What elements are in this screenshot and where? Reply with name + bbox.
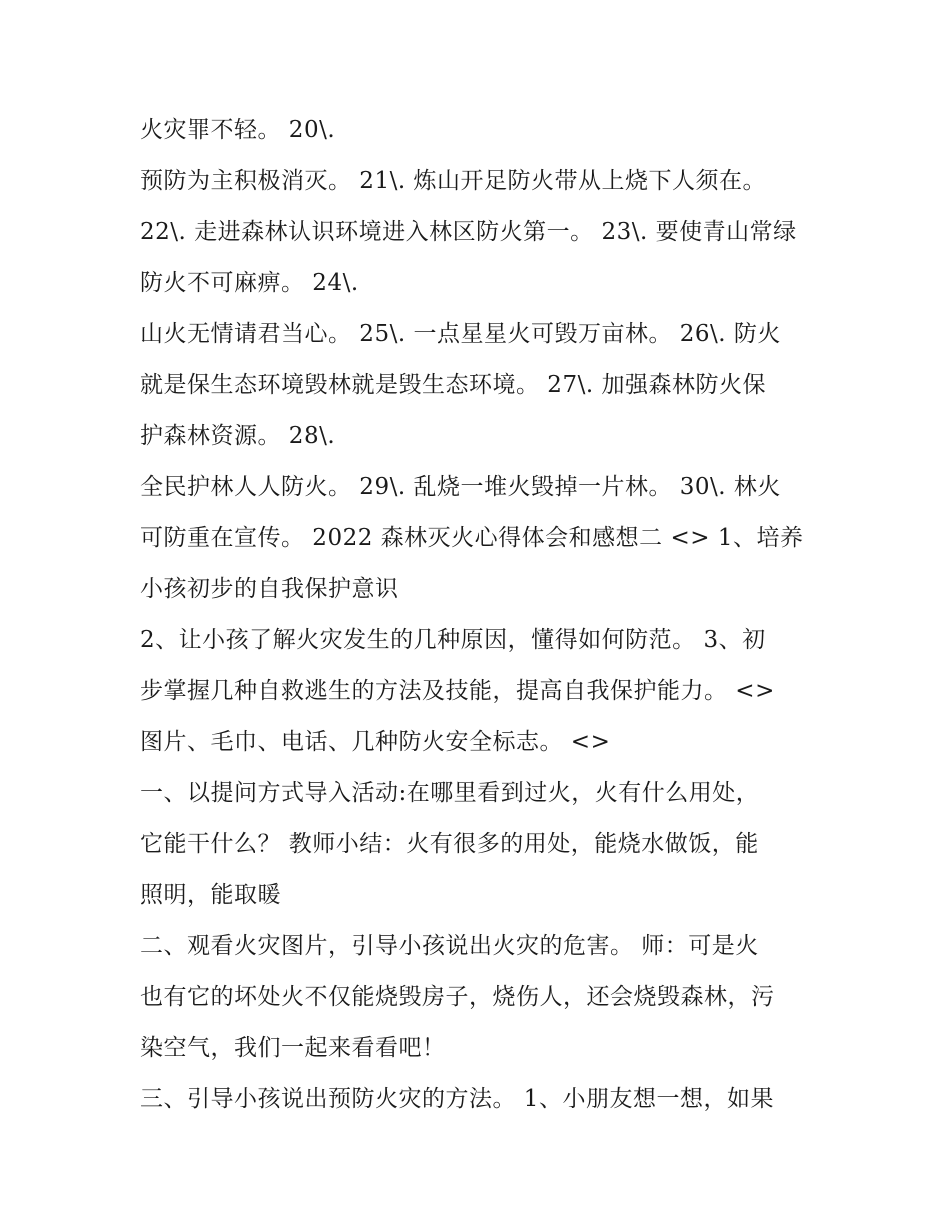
text-line: 山火无情请君当心。 25\. 一点星星火可毁万亩林。 26\. 防火 — [140, 321, 781, 347]
text-line: 预防为主积极消灭。 21\. 炼山开足防火带从上烧下人须在。 — [140, 168, 766, 194]
text-line: 防火不可麻痹。 24\. — [140, 270, 359, 296]
document-body — [140, 105, 830, 1125]
text-line: 照明，能取暖 — [140, 882, 281, 908]
text-line: 护森林资源。 28\. — [140, 423, 336, 449]
text-line: 全民护林人人防火。 29\. 乱烧一堆火毁掉一片林。 30\. 林火 — [140, 474, 781, 500]
text-line: 染空气，我们一起来看看吧！ — [140, 1035, 446, 1061]
text-line: 一、以提问方式导入活动:在哪里看到过火，火有什么用处， — [140, 780, 760, 806]
text-line: 三、引导小孩说出预防火灾的方法。 1、小朋友想一想，如果 — [140, 1086, 774, 1112]
text-line: 图片、毛巾、电话、几种防火安全标志。 <> — [140, 729, 611, 755]
text-line: 可防重在宣传。 2022 森林灭火心得体会和感想二 <> 1、培养 — [140, 525, 804, 551]
text-line: 2、让小孩了解火灾发生的几种原因，懂得如何防范。 3、初 — [140, 627, 766, 653]
text-line: 22\. 走进森林认识环境进入林区防火第一。 23\. 要使青山常绿 — [140, 219, 797, 245]
text-line: 火灾罪不轻。 20\. — [140, 117, 336, 143]
text-line: 也有它的坏处火不仅能烧毁房子，烧伤人，还会烧毁森林，污 — [140, 984, 775, 1010]
text-line: 小孩初步的自我保护意识 — [140, 576, 399, 602]
text-line: 它能干什么？ 教师小结：火有很多的用处，能烧水做饭，能 — [140, 831, 759, 857]
text-line: 二、观看火灾图片，引导小孩说出火灾的危害。 师：可是火 — [140, 933, 759, 959]
text-line: 就是保生态环境毁林就是毁生态环境。 27\. 加强森林防火保 — [140, 372, 766, 398]
text-line: 步掌握几种自救逃生的方法及技能，提高自我保护能力。 <> — [140, 678, 775, 704]
